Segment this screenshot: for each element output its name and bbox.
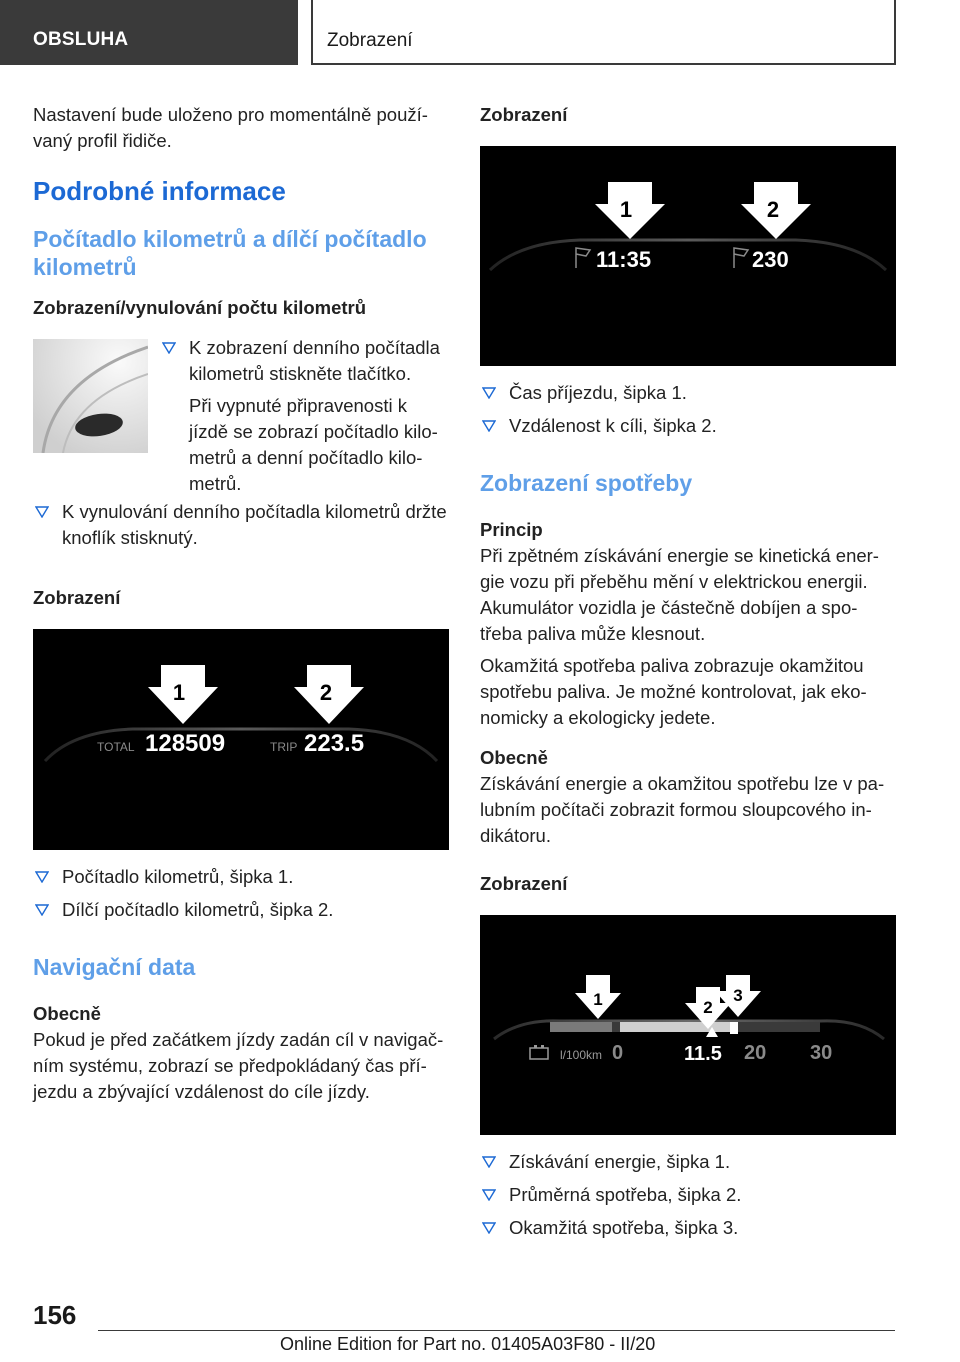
right-column [480,102,896,1241]
footer-divider [98,1330,895,1331]
arrow-3-label: 3 [733,986,743,1005]
arrow-2-label: 2 [766,197,780,222]
edition-text: Online Edition for Part no. 01405A03F80 - II/20 [280,1334,656,1354]
button-photo [33,339,148,453]
chapter-title: Zobrazení [327,30,413,51]
trip-label: TRIP [270,740,298,754]
section-title: OBSLUHA [33,29,129,50]
arrow-1-label: 1 [619,197,633,222]
total-value: 128509 [145,730,226,757]
triangle-bullet-icon [35,506,49,518]
bullet-note: Při vypnuté připravenosti k jízdě se zobrazí počítadlo kilo-metrů a denní počítadlo kilo-metrů. [189,395,438,494]
display-label-2: Zobrazení [480,873,568,894]
triangle-bullet-icon [162,342,176,354]
triangle-bullet-icon [482,387,496,399]
triangle-bullet-icon [35,871,49,883]
bullet-reset-trip: K vynulování denního počítadla kilometrů držte knoflík stisknutý. [33,499,449,551]
bullet-odometer: Počítadlo kilometrů, šipka 1. [33,864,449,890]
triangle-bullet-icon [482,1156,496,1168]
destination-flag-icon [576,248,590,268]
button-illustration-block [33,335,449,494]
arrival-time-value: 11:35 [596,247,652,272]
arrow-2-label: 2 [703,998,713,1017]
princip-text-1: Při zpětném získávání energie se kinetická ener-gie vozu při přeběhu mění v elektrickou energii. Akumulátor vozidla je částečně dobíjen a spo-třeba paliva může klesnout. [480,545,879,644]
destination-flag-icon [734,248,748,268]
bullet-distance: Vzdálenost k cíli, šipka 2. [480,413,896,439]
triangle-bullet-icon [35,904,49,916]
nav-text: Pokud je před začátkem jízdy zadán cíl v navigač-ním systému, zobrazí se předpokládaný čas pří-jezdu a zbývající vzdálenost do cíle jízdy. [33,1029,444,1102]
total-label: TOTAL [97,740,135,754]
bullet-energy-recovery: Získávání energie, šipka 1. [480,1149,896,1175]
triangle-bullet-icon [482,420,496,432]
left-column [33,102,449,1105]
bullet-average-consumption: Průměrná spotřeba, šipka 2. [480,1182,896,1208]
page-number: 156 [33,1300,77,1330]
bullet-trip-odometer: Dílčí počítadlo kilometrů, šipka 2. [33,897,449,923]
consumption-display [480,915,896,1135]
arrow-2-label: 2 [319,680,333,705]
nav-heading: Navigační data [33,954,196,980]
display-label: Zobrazení [480,104,568,125]
arrow-1-label: 1 [172,680,186,705]
reset-heading: Zobrazení/vynulování počtu kilometrů [33,297,367,318]
chapter-tab [311,0,896,65]
triangle-bullet-icon [482,1222,496,1234]
triangle-bullet-icon [482,1189,496,1201]
battery-icon [530,1045,548,1059]
trip-value: 223.5 [304,730,365,757]
princip-heading: Princip [480,519,543,540]
average-value: 11.5 [684,1043,722,1065]
main-heading: Podrobné informace [33,176,286,206]
odometer-heading: Počítadlo kilometrů a dílčí počítadlo kilometrů [33,226,427,280]
unit-label: l/100km [560,1048,603,1062]
princip-text-2: Okamžitá spotřeba paliva zobrazuje okamžitou spotřebu paliva. Je možné kontrolovat, jak eko-nomicky a ekologicky jedete. [480,655,867,728]
intro-text: Nastavení bude uloženo pro momentálně použí-vaný profil řidiče. [33,104,428,151]
obecne-heading: Obecně [480,747,548,768]
bullet-arrival-time: Čas příjezdu, šipka 1. [480,380,896,406]
odometer-display [33,629,449,850]
distance-value: 230 [752,247,789,272]
obecne-text: Získávání energie a okamžitou spotřebu lze v pa-lubním počítači zobrazit formou sloupcového in-dikátoru. [480,773,885,846]
scale-0: 0 [612,1042,624,1064]
section-tab [0,0,298,65]
scale-30: 30 [810,1042,833,1064]
arrow-1-label: 1 [593,990,603,1009]
bullet-show-trip: K zobrazení denního počítadla kilometrů stiskněte tlačítko. [160,335,450,387]
scale-20: 20 [744,1042,767,1064]
bullet-current-consumption: Okamžitá spotřeba, šipka 3. [480,1215,896,1241]
display-label: Zobrazení [33,587,121,608]
consumption-heading: Zobrazení spotřeby [480,470,693,496]
nav-subheading: Obecně [33,1003,101,1024]
navigation-display [480,146,896,366]
